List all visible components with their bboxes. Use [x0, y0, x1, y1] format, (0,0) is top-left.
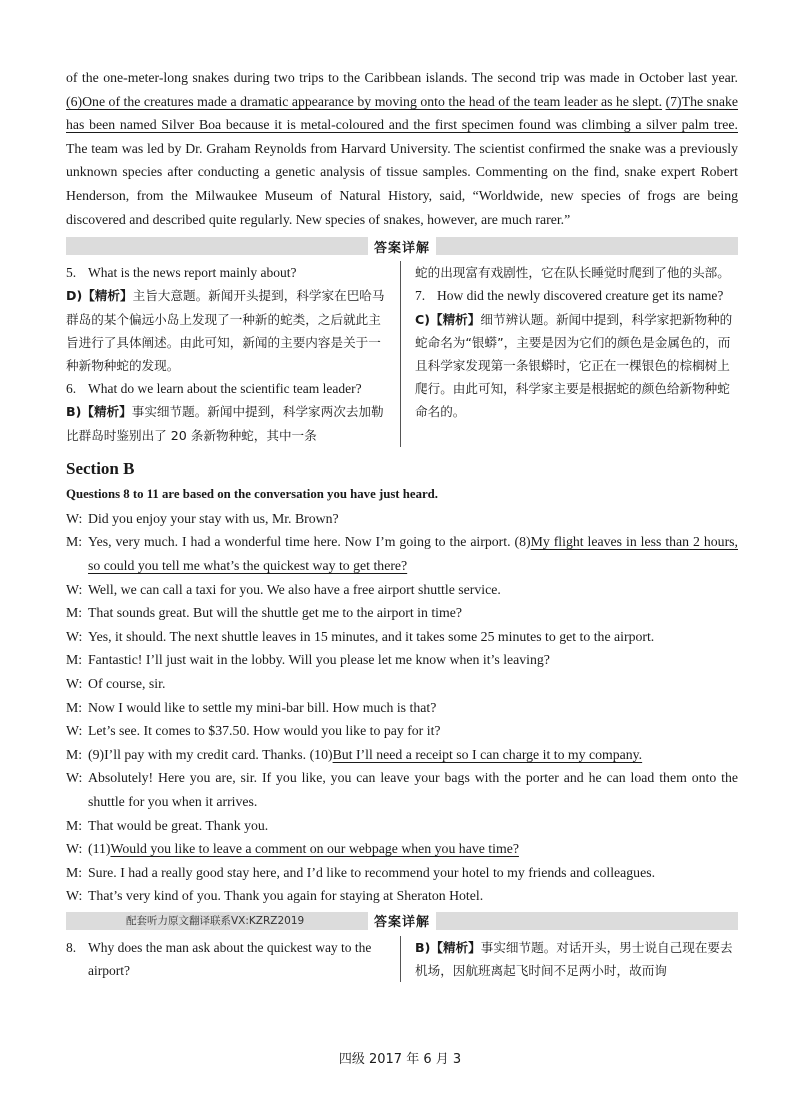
dialogue-text-plain: Yes, it should. The next shuttle leaves in 15 minutes, and it takes some 25 minutes to get to the airport.	[88, 628, 655, 644]
speaker-label: W:	[66, 888, 83, 904]
dialogue-text	[88, 743, 738, 767]
answer-text: 细节辨认题。新闻中提到，科学家把新物种的蛇命名为“银蟒”，主要是因为它们的颜色是金属色的，而且科学家发现第一条银蟒时，它正在一棵银色的棕榈树上爬行。由此可知，科学家主要是根据蛇的颜色给新物种蛇命名的。	[415, 311, 733, 420]
answer-6	[66, 400, 386, 446]
question-8	[66, 936, 386, 982]
answer-text: 事实细节题。对话开头，男士说自己现在要去机场，因航班离起飞时间不足两小时，故而询	[415, 939, 733, 979]
speaker-label: M:	[66, 864, 83, 880]
answers-1-columns	[66, 261, 738, 447]
answers-2-right	[400, 936, 735, 982]
dialogue	[66, 507, 738, 908]
dialogue-line	[66, 648, 738, 672]
dialogue-text	[88, 672, 738, 696]
underlined-answer-7: (7)The snake has been named Silver Boa because it is metal-coloured and the first specimen found was climbing a silver palm tree.	[66, 93, 739, 133]
dialogue-text	[88, 578, 738, 602]
speaker-label: M:	[66, 699, 83, 715]
dialogue-text-plain: That sounds great. But will the shuttle get me to the airport in time?	[88, 605, 462, 621]
dialogue-text	[88, 814, 738, 838]
dialogue-text	[88, 507, 738, 531]
passage-rest: The team was led by Dr. Graham Reynolds from Harvard University. The scientist confirmed the snake was a previously unknown species after conducting a genetic analysis of tissue samples. Commenting on the find, snake expert Robert Henderson, from the Milwaukee Museum of Natural History, said, “Worldwide, new species of frogs are being discovered and described quite regularly. New species of snakes, however, are much rarer.”	[66, 140, 738, 227]
dialogue-line	[66, 672, 738, 696]
speaker-label: W:	[66, 841, 83, 857]
question-5	[66, 261, 386, 284]
dialogue-line	[66, 507, 738, 531]
dialogue-text	[88, 884, 738, 908]
speaker-label: W:	[66, 628, 83, 644]
dialogue-text-plain: (11)	[88, 841, 111, 857]
section-b-heading: Section B	[66, 458, 135, 478]
dialogue-text-plain: Absolutely! Here you are, sir. If you like, you can leave your bags with the porter and he can load them onto the shuttle for you when it arrives.	[88, 770, 738, 809]
speaker-label: W:	[66, 581, 83, 597]
dialogue-text-underlined: Would you like to leave a comment on our webpage when you have time?	[110, 841, 519, 857]
question-6	[66, 377, 386, 400]
question-number: 8.	[66, 939, 77, 955]
section-a-passage	[66, 66, 738, 231]
dialogue-line	[66, 719, 738, 743]
answer-5	[66, 284, 386, 377]
question-text: Why does the man ask about the quickest way to the airport?	[88, 939, 372, 979]
speaker-label: W:	[66, 770, 83, 786]
answer-7	[415, 308, 735, 424]
dialogue-text-plain: Sure. I had a really good stay here, and I’d like to recommend your hotel to my friends and colleagues.	[88, 864, 656, 880]
dialogue-text	[88, 837, 738, 861]
dialogue-text	[88, 601, 738, 625]
dialogue-line	[66, 578, 738, 602]
answer-key: B)【精析】	[415, 939, 481, 955]
speaker-label: W:	[66, 723, 83, 739]
dialogue-text-plain: Fantastic! I’ll just wait in the lobby. Will you please let me know when it’s leaving?	[88, 652, 550, 668]
question-7	[415, 284, 735, 307]
answer-text: 事实细节题。新闻中提到，科学家两次去加勒比群岛时鉴别出了 20 条新物种蛇，其中一条	[66, 404, 384, 443]
answer-key: B)【精析】	[66, 404, 132, 420]
dialogue-text	[88, 648, 738, 672]
dialogue-text	[88, 766, 738, 813]
answer-key: D)【精析】	[66, 288, 133, 304]
dialogue-text-plain: That’s very kind of you. Thank you again for staying at Sheraton Hotel.	[88, 888, 484, 904]
answers-1-right	[400, 261, 735, 447]
answer-text: 主旨大意题。新闻开头提到，科学家在巴哈马群岛的某个偏远小岛上发现了一种新的蛇类，之后就此主旨进行了具体阐述。由此可知，新闻的主要内容是关于一种新物种蛇的发现。	[66, 288, 385, 373]
dialogue-line	[66, 837, 738, 861]
dialogue-line	[66, 861, 738, 885]
page-content	[66, 66, 738, 982]
dialogue-text-underlined: But I’ll need a receipt so I can charge it to my company.	[332, 746, 643, 762]
answer-band-2	[66, 912, 738, 930]
answers-2-left	[66, 936, 400, 982]
passage-intro: of the one-meter-long snakes during two trips to the Caribbean islands. The second trip was made in October last year.	[66, 70, 738, 85]
answer-band-title: 答案详解	[368, 237, 436, 256]
dialogue-line	[66, 766, 738, 813]
dialogue-text-underlined: My flight leaves in less than 2 hours, so could you tell me what’s the quickest way to get there?	[88, 534, 738, 573]
dialogue-text	[88, 719, 738, 743]
page-footer: 四级 2017 年 6 月 3	[338, 1052, 462, 1067]
dialogue-text-plain: Let’s see. It comes to $37.50. How would you like to pay for it?	[88, 723, 441, 739]
dialogue-text-plain: Well, we can call a taxi for you. We also have a free airport shuttle service.	[88, 581, 501, 597]
answer-band-title: 答案详解	[368, 911, 436, 930]
answer-8	[415, 936, 735, 982]
question-text: What is the news report mainly about?	[88, 265, 297, 281]
questions-heading: Questions 8 to 11 are based on the conversation you have just heard.	[66, 486, 438, 501]
dialogue-text-plain: (9)I’ll pay with my credit card. Thanks. (10)	[88, 746, 333, 762]
dialogue-text-plain: That would be great. Thank you.	[88, 817, 269, 833]
dialogue-text	[88, 861, 738, 885]
dialogue-text	[88, 625, 738, 649]
answer-band-1	[66, 237, 738, 255]
dialogue-text-plain: Yes, very much. I had a wonderful time here. Now I’m going to the airport. (8)	[88, 534, 531, 550]
answers-1-left	[66, 261, 400, 447]
dialogue-text-plain: Of course, sir.	[88, 675, 166, 691]
underlined-answer-6: (6)One of the creatures made a dramatic appearance by moving onto the head of the team leader as he slept.	[66, 93, 663, 109]
speaker-label: W:	[66, 675, 83, 691]
dialogue-line	[66, 530, 738, 577]
band-note: 配套听力原文翻译联系VX:KZRZ2019	[126, 914, 305, 927]
question-number: 7.	[415, 288, 426, 304]
dialogue-line	[66, 696, 738, 720]
dialogue-text	[88, 530, 738, 577]
speaker-label: M:	[66, 534, 83, 550]
answer-6-continued: 蛇的出现富有戏剧性，它在队长睡觉时爬到了他的头部。	[415, 265, 730, 281]
dialogue-line	[66, 625, 738, 649]
speaker-label: M:	[66, 652, 83, 668]
dialogue-line	[66, 601, 738, 625]
question-text: How did the newly discovered creature get its name?	[437, 288, 724, 304]
speaker-label: M:	[66, 746, 83, 762]
answers-2-columns	[66, 936, 738, 982]
speaker-label: M:	[66, 817, 83, 833]
dialogue-text	[88, 696, 738, 720]
dialogue-text-plain: Now I would like to settle my mini-bar bill. How much is that?	[88, 699, 437, 715]
speaker-label: M:	[66, 605, 83, 621]
dialogue-line	[66, 814, 738, 838]
speaker-label: W:	[66, 510, 83, 526]
dialogue-line	[66, 743, 738, 767]
dialogue-line	[66, 884, 738, 908]
question-number: 6.	[66, 381, 77, 397]
question-text: What do we learn about the scientific team leader?	[88, 381, 362, 397]
answer-key: C)【精析】	[415, 311, 481, 327]
question-number: 5.	[66, 265, 77, 281]
dialogue-text-plain: Did you enjoy your stay with us, Mr. Brown?	[88, 510, 339, 526]
